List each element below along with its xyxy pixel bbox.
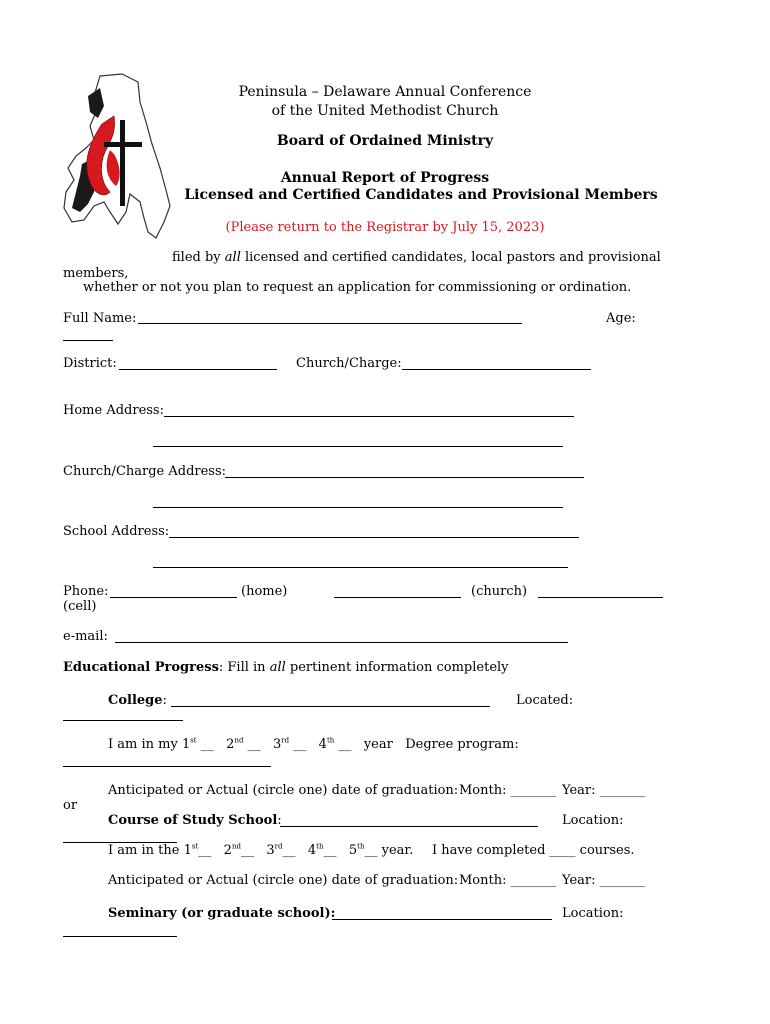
phone-church-field[interactable] [334, 597, 461, 598]
district-field[interactable] [119, 369, 277, 370]
course-of-study-graduation-year[interactable]: Year: _______ [562, 873, 646, 888]
full-name-field[interactable] [138, 323, 522, 324]
course-of-study-graduation-month[interactable]: Month: _______ [459, 873, 557, 888]
school-address-label: School Address: [63, 524, 170, 539]
school-address-field-line2[interactable] [153, 567, 568, 568]
college-graduation-month[interactable]: Month: _______ [459, 783, 557, 798]
intro-line2: members, [63, 266, 129, 281]
seminary-field[interactable] [332, 919, 552, 920]
phone-cell-label: (cell) [63, 599, 97, 614]
conference-name-line1: Peninsula – Delaware Annual Conference [238, 84, 532, 100]
college-field[interactable] [171, 706, 490, 707]
college-label: College: [108, 693, 167, 708]
college-graduation-year[interactable]: Year: _______ [562, 783, 646, 798]
home-address-field-line1[interactable] [164, 416, 574, 417]
age-field[interactable] [63, 340, 113, 341]
church-charge-address-field-line1[interactable] [225, 477, 584, 478]
report-title: Annual Report of Progress [280, 170, 490, 186]
intro-line3: whether or not you plan to request an application for commissioning or ordination. [83, 280, 632, 295]
course-of-study-graduation-label: Anticipated or Actual (circle one) date of graduation: [108, 873, 459, 888]
age-label: Age: [606, 311, 636, 326]
district-label: District: [63, 356, 117, 371]
return-note: (Please return to the Registrar by July 15, 2023) [225, 220, 545, 235]
college-located-label: Located: [516, 693, 574, 708]
school-address-field-line1[interactable] [169, 537, 579, 538]
or-separator: or [63, 798, 78, 813]
church-charge-address-field-line2[interactable] [153, 507, 563, 508]
college-location-field[interactable] [63, 720, 183, 721]
course-of-study-location-label: Location: [562, 813, 624, 828]
full-name-label: Full Name: [63, 311, 137, 326]
course-of-study-year-line: I am in the 1st__ 2nd__ 3rd__ 4th__ 5th__ year. [108, 842, 414, 858]
report-subtitle: Licensed and Certified Candidates and Provisional Members [184, 187, 658, 203]
phone-church-label: (church) [471, 584, 528, 599]
conference-name-line2: of the United Methodist Church [271, 103, 499, 119]
degree-program-field[interactable] [63, 766, 271, 767]
phone-home-label: (home) [241, 584, 288, 599]
course-of-study-field[interactable] [280, 826, 538, 827]
seminary-location-label: Location: [562, 906, 624, 921]
intro-line1: filed by all licensed and certified candidates, local pastors and provisional [172, 250, 661, 265]
email-label: e-mail: [63, 629, 108, 644]
email-field[interactable] [115, 642, 568, 643]
course-of-study-label: Course of Study School: [108, 813, 282, 828]
educational-progress-heading: Educational Progress: Fill in all pertinent information completely [63, 660, 509, 675]
home-address-label: Home Address: [63, 403, 164, 418]
phone-label: Phone: [63, 584, 109, 599]
church-charge-address-label: Church/Charge Address: [63, 464, 227, 479]
courses-completed[interactable]: I have completed ____ courses. [432, 843, 635, 858]
phone-cell-field[interactable] [538, 597, 663, 598]
board-title: Board of Ordained Ministry [276, 133, 494, 149]
seminary-label: Seminary (or graduate school): [108, 906, 336, 921]
seminary-location-field[interactable] [63, 936, 177, 937]
college-year-line: I am in my 1st __ 2nd __ 3rd __ 4th __ year Degree program: [108, 736, 519, 752]
church-charge-field[interactable] [402, 369, 591, 370]
church-charge-label: Church/Charge: [296, 356, 402, 371]
phone-home-field[interactable] [110, 597, 237, 598]
college-graduation-label: Anticipated or Actual (circle one) date of graduation: [108, 783, 459, 798]
home-address-field-line2[interactable] [153, 446, 563, 447]
